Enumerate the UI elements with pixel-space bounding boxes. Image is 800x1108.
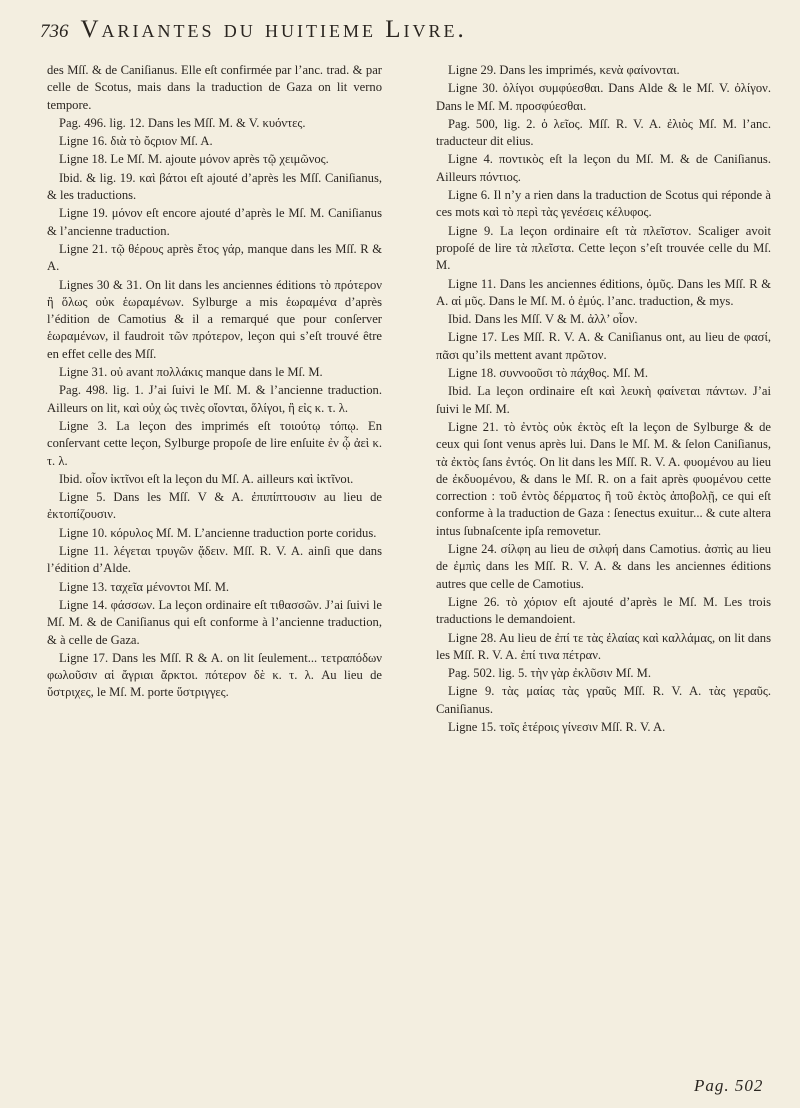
note-entry: Ligne 5. Dans les Mſſ. V & A. ἐπιπίπτουσιν au lieu de ἐκτοπίζουσιν. (47, 490, 382, 522)
note-entry: Ligne 9. La leçon ordinaire eſt τὰ πλεῖστον. Scaliger avoit propoſé de lire τὰ πλεῖστα. Cette leçon s’eſt trouvée celle du Mſ. M. (436, 223, 771, 273)
note-entry: Ligne 17. Les Mſſ. R. V. A. & Caniſianus ont, au lieu de φασί, πᾶσι qu’ils mettent avant πρῶτον. (436, 330, 771, 362)
note-entry: Ligne 17. Dans les Mſſ. R & A. on lit ſeulement... τετραπόδων φωλοῦσιν αἱ ἄγριαι ἄρκτοι. πότερον δὲ κ. τ. λ. Au lieu de ὕστριχες, le Mſ. M. porte ὕστριγγες. (47, 650, 382, 700)
note-entry: Ligne 31. οὐ avant πολλάκις manque dans le Mſ. M. (59, 365, 323, 380)
note-entry: Ligne 3. La leçon des imprimés eſt τοιούτῳ τόπῳ. En conſervant cette leçon, Sylburge propoſe de lire enſuite ἐν ᾧ ἀεὶ κ. τ. λ. (47, 418, 382, 468)
note-entry: Ligne 10. κόρυλος Mſ. M. L’ancienne traduction porte coridus. (59, 525, 377, 540)
page-number: 736 (40, 21, 69, 42)
left-column (47, 62, 382, 703)
note-entry: Ligne 18. Le Mſ. M. ajoute μόνον après τῷ χειμῶνος. (59, 152, 329, 167)
page-header (40, 16, 770, 46)
note-entry: Pag. 502. lig. 5. τὴν γὰρ ἐκλῦσιν Mſ. M. (448, 666, 651, 681)
note-entry: Ligne 21. τῷ θέρους après ἔτος γάρ, manque dans les Mſſ. R & A. (47, 241, 382, 274)
note-entry: Ligne 13. ταχεῖα μένοντοι Mſ. M. (59, 579, 230, 594)
note-entry: Pag. 496. lig. 12. Dans les Mſſ. M. & V. κυόντες. (59, 115, 306, 130)
note-entry: Ligne 30. ὀλίγοι συμφύεσθαι. Dans Alde & le Mſ. V. ὀλίγον. Dans le Mſ. M. προσφύεσθαι. (436, 81, 771, 113)
note-entry: Ligne 26. τὸ χόριον eſt ajouté d’après le Mſ. M. Les trois traductions le demandoient. (436, 594, 771, 627)
note-entry: Ligne 11. Dans les anciennes éditions, ὁμῦς. Dans les Mſſ. R & A. αἱ μῦς. Dans le Mſ. M. ὁ ἐμύς. l’anc. traduction, & mys. (436, 276, 771, 308)
running-title: Variantes du huitieme Livre. (80, 16, 467, 43)
note-entry: Ligne 9. τὰς μαίας τὰς γραῦς Mſſ. R. V. A. τὰς γεραῦς. Caniſianus. (436, 684, 771, 716)
catchword: Pag. 502 (694, 1076, 764, 1095)
note-entry: Ligne 11. λέγεται τρυγῶν ᾄδειν. Mſſ. R. V. A. ainſi que dans l’édition d’Alde. (47, 544, 382, 576)
note-entry: Ligne 24. σίλφη au lieu de σιλφή dans Camotius. ἀσπὶς au lieu de ἐμπὶς dans les Mſſ. R. V. A. & dans les anciennes éditions autres que celle de Camotius. (436, 542, 771, 591)
note-entry: Ligne 15. τοῖς ἑτέροις γίνεσιν Mſſ. R. V. A. (448, 719, 666, 734)
note-entry: Ligne 19. μόνον eſt encore ajouté d’après le Mſ. M. Caniſianus & l’ancienne traduction. (47, 206, 382, 238)
note-entry: Pag. 500, lig. 2. ὁ λεῖος. Mſſ. R. V. A. ἐλιὸς Mſ. M. l’anc. traducteur dit elius. (436, 116, 771, 149)
note-entry: Ibid. & lig. 19. καὶ βάτοι eſt ajouté d’après les Mſſ. Caniſianus, & les traductions. (47, 170, 382, 203)
note-entry: des Mſſ. & de Caniſianus. Elle eſt confirmée par l’anc. trad. & par celle de Scotus, mais dans la traduction de Gaza on lit verno tempore. (47, 63, 382, 112)
note-entry: Pag. 498. lig. 1. J’ai ſuivi le Mſ. M. & l’ancienne traduction. Ailleurs on lit, καὶ οὐχ ὡς τινὲς οἴονται, ὅλίγοι, ἢ εἰς κ. τ. λ. (47, 383, 382, 415)
note-entry: Ligne 29. Dans les imprimés, κενὰ φαίνονται. (448, 63, 680, 77)
note-entry: Ibid. La leçon ordinaire eſt καὶ λευκὴ φαίνεται πάντων. J’ai ſuivi le Mſ. M. (436, 384, 771, 416)
note-entry: Ibid. οἷον ἰκτῖνοι eſt la leçon du Mſ. A. ailleurs καὶ ἰκτῖνοι. (59, 471, 354, 486)
right-column (436, 62, 771, 737)
note-entry: Ligne 28. Au lieu de ἐπί τε τὰς ἐλαίας καὶ καλλάμας, on lit dans les Mſſ. R. V. A. ἐπί τινα πέτραν. (436, 630, 771, 662)
note-entry: Ligne 21. τὸ ἐντὸς οὐκ ἐκτὸς eſt la leçon de Sylburge & de ceux qui ſont venus après lui. Dans le Mſ. M. & ſelon Caniſianus, τὰ ἐκτὸς ſans ἐντός. On lit dans les Mſſ. R. V. A. φυομένου au lieu de ἐκδυομένου, & dans le Mſ. R. on a fait après φυομένου cette correction : τοῦ ἐντὸς δέρματος ἢ τοῦ ἐκτὸς ἀποβολῇ, ce qui eſt conforme à la traduction de Gaza : ſenectus exuitur... & cute altera intus ſubnaſcente ipſa removetur. (436, 419, 771, 538)
note-entry: Ligne 4. ποντικὸς eſt la leçon du Mſ. M. & de Caniſianus. Ailleurs πόντιος. (436, 152, 771, 184)
note-entry: Ligne 18. συννοοῦσι τὸ πάχθος. Mſ. M. (448, 366, 648, 381)
note-entry: Ligne 6. Il n’y a rien dans la traduction de Scotus qui réponde à ces mots καὶ τὸ περὶ τὰς γενέσεις κέλυφος. (436, 188, 771, 220)
note-entry: Ligne 16. διὰ τὸ ὄςριον Mſ. A. (59, 134, 213, 149)
note-entry: Ligne 14. φάσσων. La leçon ordinaire eſt τιθασσῶν. J’ai ſuivi le Mſ. M. & de Caniſianus qui eſt conforme à l’ancienne traduction, & à celle de Gaza. (47, 597, 382, 647)
note-entry: Lignes 30 & 31. On lit dans les anciennes éditions τὸ πρότερον ἢ ὅλως οὐκ ἑωραμένων. Sylburge a mis ἑωραμένα d’après l’édition de Camotius & il a remarqué que pour conſerver ἑωραμένων, il faudroit τῶν πρότερον, leçon qui s’eſt trouvé être en effet celle des Mſſ. (47, 277, 382, 361)
note-entry: Ibid. Dans les Mſſ. V & M. ἀλλ’ οἷον. (448, 312, 638, 327)
